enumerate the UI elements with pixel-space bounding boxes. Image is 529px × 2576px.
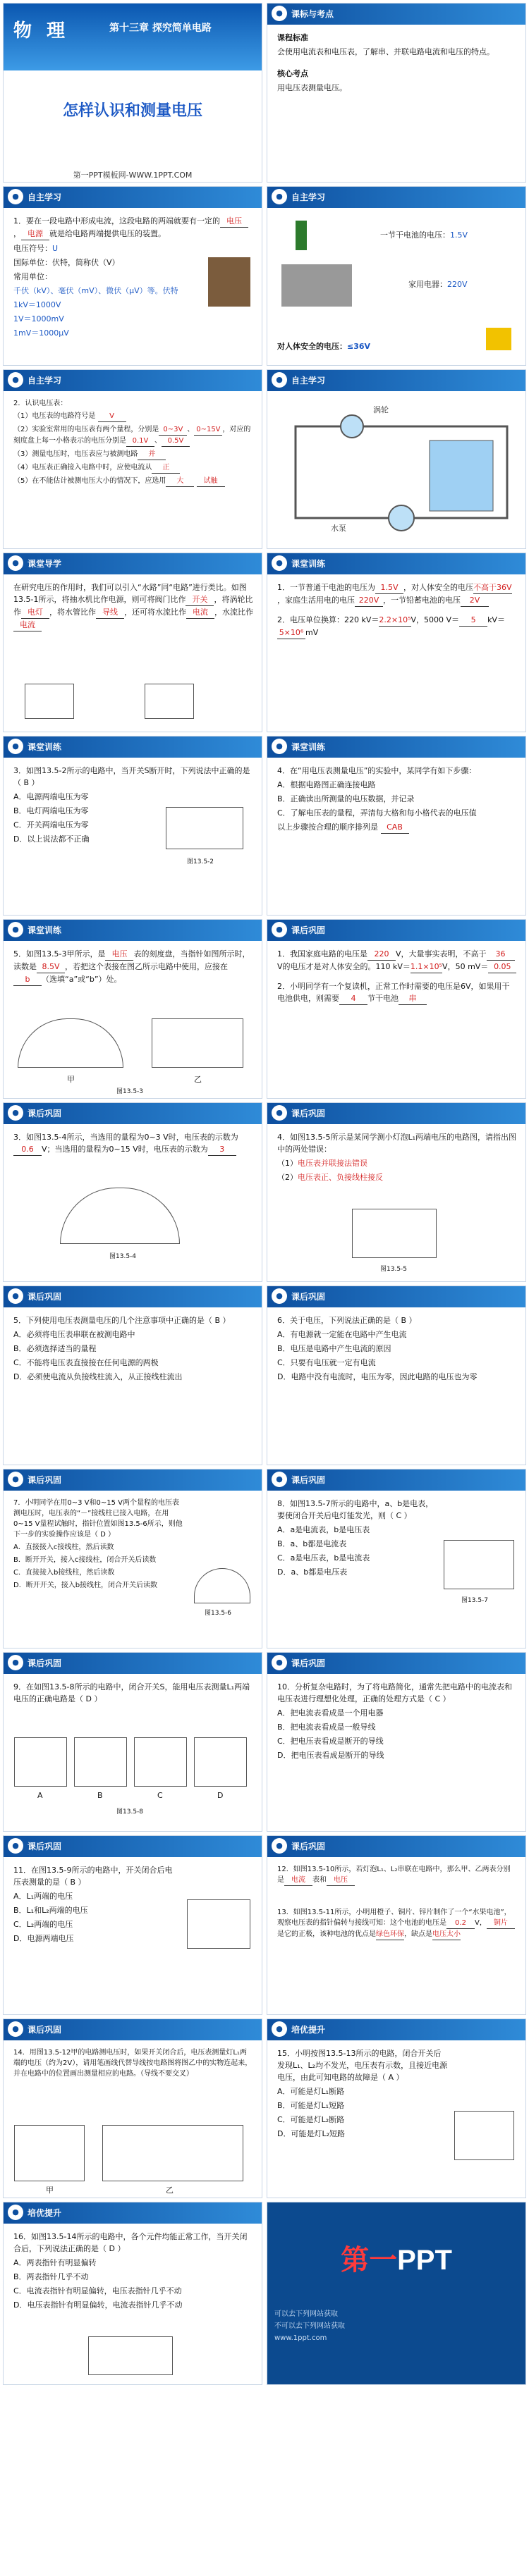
circuit-figure — [74, 1737, 127, 1787]
answer: 电源 — [21, 228, 49, 240]
slide-tag: 课后巩固 — [291, 1475, 326, 1485]
slide-tag: 课后巩固 — [28, 1109, 62, 1118]
water-circuit-diagram — [281, 398, 514, 539]
slide-icon: ● — [8, 1288, 23, 1304]
slide-icon: ● — [272, 555, 287, 571]
slide-5 — [3, 369, 262, 549]
slide-tag: 自主学习 — [28, 192, 62, 202]
slide-13 — [3, 1102, 262, 1282]
figure-label: 乙 — [194, 1075, 202, 1084]
figure-caption: 图13.5-6 — [205, 1610, 232, 1617]
slide-tag: 培优提升 — [291, 2025, 326, 2035]
slide-icon: ● — [272, 2021, 287, 2037]
slide-icon: ● — [8, 1838, 23, 1854]
slide-icon: ● — [272, 1105, 287, 1121]
text: 电压符号： — [13, 244, 52, 254]
pump-label: 水泵 — [331, 524, 346, 533]
slide-23 — [3, 2019, 262, 2198]
text: ， — [13, 229, 21, 239]
circuit-figure — [14, 2125, 85, 2181]
figure-caption: 图13.5-8 — [116, 1808, 144, 1816]
turbine-label: 涡轮 — [373, 405, 389, 414]
slide-cover — [3, 3, 262, 183]
slide-body: 11．在图13.5-9所示的电路中，开关闭合后电压表测量的是（ B ） A．L₁两端的电压 B．L₁和L₂两端的电压 C．L₂两端的电压 D．电源两端电压 — [13, 1866, 173, 1944]
voltmeter-dial — [194, 1568, 250, 1603]
answer: U — [52, 244, 59, 254]
slide-body — [277, 32, 517, 175]
circuit-figure — [134, 1737, 187, 1787]
heading: 课程标准 — [277, 33, 308, 42]
heading: 核心考点 — [277, 69, 308, 79]
circuit-figure — [88, 2336, 173, 2375]
slide-tag: 课堂训练 — [291, 742, 326, 752]
slide-body: 2．认识电压表： （1）电压表的电路符号是 V （2）实验室常用的电压表有两个量程，分别是 0~3V 、 0~15V ，对应的刻度盘上每一小格表示的电压分别是 0.1V 、 0.5V （3）测量电压时，电压表应与被测电路 并 （4）电压表正确接入电路中时，应使电流从 正 （5）在不能估计被测电压大小的情况下，应选用 大 试触 — [13, 398, 253, 541]
cover-title: 怎样认识和测量电压 — [62, 102, 202, 120]
slide-icon: ● — [272, 1288, 287, 1304]
slide-icon: ● — [272, 372, 287, 388]
slide-tag: 自主学习 — [28, 376, 62, 386]
safe-voltage: 对人体安全的电压：≤36V — [277, 342, 371, 351]
slide-15 — [3, 1286, 262, 1465]
circuit-figure — [152, 1018, 243, 1068]
slide-body: 3．如图13.5-2所示的电路中，当开关S断开时，下列说法中正确的是（ B ） A．电源两端电压为零 B．电灯两端电压为零 C．开关两端电压为零 D．以上说法都不正确 — [13, 766, 250, 844]
circuit-figure — [166, 807, 243, 849]
slide-icon: ● — [8, 739, 23, 754]
slide-icon: ● — [8, 2021, 23, 2037]
slide-17 — [3, 1469, 262, 1648]
slide-body: 5．下列使用电压表测量电压的几个注意事项中正确的是（ B ） A．必须将电压表串联在被测电路中 B．必须选择适当的量程 C．不能将电压表直接接在任何电源的两极 D．必须使电流从负接线柱流入，从正接线柱流出 — [13, 1316, 231, 1382]
text: 1kV＝1000V — [13, 300, 61, 310]
cover-site: 第一PPT模板网-WWW.1PPT.COM — [73, 171, 193, 180]
figure-caption: 图13.5-2 — [187, 858, 214, 865]
slide-icon: ● — [8, 2205, 23, 2220]
text: 1mV＝1000μV — [13, 328, 69, 338]
text: 常用单位： — [13, 272, 52, 282]
slide-tag: 课后巩固 — [28, 1292, 62, 1302]
option-label: B — [97, 1791, 103, 1800]
slide-10 — [267, 736, 526, 916]
slide-18 — [267, 1469, 526, 1648]
slide-tag: 课堂训练 — [291, 559, 326, 569]
slide-icon: ● — [8, 555, 23, 571]
slide-9 — [3, 736, 262, 916]
slide-body: 14．用图13.5-12甲的电路测电压时，如果开关闭合后，电压表测量灯L₁两端的电压（约为2V），请用笔画线代替导线按电路图将图乙中的实物连起来，并在电路中的位置画出测量相应的电路。（导线不要交叉） — [13, 2049, 253, 2078]
appliance-voltage: 家用电器：220V — [408, 280, 468, 289]
answer: 电压 — [220, 215, 248, 228]
option-label: D — [217, 1791, 224, 1800]
slide-body: 6．关于电压，下列说法正确的是（ B ） A．有电源就一定能在电路中产生电流 B．电压是电路中产生电流的原因 C．只要有电压就一定有电流 D．电路中没有电流时，电压为零，因此电路的电压也为零 — [277, 1316, 478, 1382]
text: 2．认识电压表： — [13, 400, 68, 407]
slide-21 — [3, 1835, 262, 2015]
figure-caption: 图13.5-5 — [380, 1266, 408, 1273]
slide-body: 7．小明同学在用0~3 V和0~15 V两个量程的电压表测电压时，电压表的“－”接线柱已接入电路，在用0~15 V量程试触时，指针位置如图13.5-6所示，则他下一步的实验操作应该是（ D ） A．直接接入c接线柱，然后读数 B．断开开关，接入c接线柱，闭合开关后读数 C．直接接入b接线柱，然后读数 D．断开开关，接入b接线柱，闭合开关后读数 — [13, 1499, 183, 1589]
circuit-figure — [194, 1737, 247, 1787]
slide-icon: ● — [8, 1105, 23, 1121]
slide-body: 5．如图13.5-3甲所示，是 电压 表的刻度盘，当指针如图所示时，读数是 8.5V ，若把这个表接在图乙所示电路中使用，应接在b （选填“a”或“b”）处。 — [13, 948, 253, 1091]
slide-body: 1．一节普通干电池的电压为 1.5V ，对人体安全的电压不高于36V，家庭生活用电的电压 220V ，一节铅蓄电池的电压 2V 2．电压单位换算：220 kV＝2.2×10⁵V，5000 V＝ 5 kV＝5×10⁶ mV — [277, 581, 517, 725]
circuit-figure — [14, 1737, 67, 1787]
slide-tag: 课后巩固 — [291, 1658, 326, 1668]
circuit-figure — [352, 1209, 437, 1258]
slide-25 — [3, 2202, 262, 2385]
circuit-figure — [187, 1899, 250, 1949]
slide-tag: 课堂训练 — [28, 742, 62, 752]
circuit-figure — [102, 2125, 243, 2181]
circuit-figure — [145, 684, 194, 719]
slide-body: 4．在“用电压表测量电压”的实验中，某同学有如下步骤： A．根据电路图正确连接电路 B．正确读出所测量的电压数据，并记录 C．了解电压表的量程，弄清每大格和每小格代表的电压值 以上步骤按合理的顺序排列是 CAB — [277, 765, 517, 908]
figure-caption: 图13.5-7 — [461, 1597, 489, 1604]
slide-body: 16．如图13.5-14所示的电路中，各个元件均能正常工作，当开关闭合后，下列说法正确的是（ D ） A．两表指针有明显偏转 B．两表指针几乎不动 C．电流表指针有明显偏转，电压表指针几乎不动 D．电压表指针有明显偏转，电流表指针几乎不动 — [13, 2232, 248, 2310]
battery-image — [296, 221, 307, 250]
slide-icon: ● — [272, 1472, 287, 1487]
slide-icon: ● — [272, 1655, 287, 1670]
brand-logo: 第一PPT — [341, 2245, 452, 2276]
slide-24 — [267, 2019, 526, 2198]
slide-14 — [267, 1102, 526, 1282]
slide-body: 8．如图13.5-7所示的电路中，a、b是电表，要使闭合开关后电灯能发光，则（ C ） A．a是电流表，b是电压表 B．a、b都是电流表 C．a是电压表，b是电流表 D．a、b都是电压表 — [277, 1499, 434, 1577]
slide-11 — [3, 919, 262, 1099]
text: 就是给电路两端提供电压的装置。 — [49, 229, 166, 239]
figure-label: 乙 — [166, 2186, 174, 2195]
slide-body: 15．小明按图13.5-13所示的电路，闭合开关后发现L₁、L₂均不发光，电压表有示数，且接近电源电压，由此可知电路的故障是（ A ） A．可能是灯L₁断路 B．可能是灯L₁短路 C．可能是灯L₂断路 D．可能是灯L₂短路 — [277, 2049, 448, 2139]
circuit-figure — [454, 2111, 514, 2160]
slide-tag: 课后巩固 — [28, 1475, 62, 1485]
slide-7 — [3, 553, 262, 732]
slide-16 — [267, 1286, 526, 1465]
text: 1V＝1000mV — [13, 314, 64, 324]
slide-tag: 课后巩固 — [28, 2025, 62, 2035]
cover-subject: 物 理 — [13, 20, 70, 42]
text: 国际单位：伏特，简称伏（V） — [13, 258, 120, 268]
slide-body: 9．在如图13.5-8所示的电路中，闭合开关S，能用电压表测量L₁两端电压的正确电路是（ D ） — [13, 1682, 250, 1704]
figure-label: 甲 — [46, 2186, 54, 2195]
slide-6 — [267, 369, 526, 549]
slide-icon: ● — [8, 189, 23, 204]
slide-icon: ● — [272, 922, 287, 937]
slide-tag: 课堂训练 — [28, 925, 62, 935]
slide-body: 4．如图13.5-5所示是某同学测小灯泡L₁两端电压的电路图，请指出图中的两处错误： （1）电压表并联接法错误 （2）电压表正、负接线柱接反 — [277, 1133, 516, 1183]
portrait-image — [208, 257, 250, 307]
cover-chapter: 第十三章 探究简单电路 — [109, 23, 212, 34]
slide-tag: 课堂导学 — [28, 559, 62, 569]
slide-icon: ● — [8, 1655, 23, 1670]
slide-body: 1．我国家庭电路的电压是 220 V，大量事实表明，不高于 36V的电压才是对人体安全的。110 kV＝1.1×10⁵V，50 mV＝ 0.05 2．小明同学有一个复读机，正常工作时需要的电压是6V，如果用干电池供电，则需要 4 节干电池 串 — [277, 948, 517, 1091]
slide-20 — [267, 1652, 526, 1832]
slide-8 — [267, 553, 526, 732]
slide-icon: ● — [272, 1838, 287, 1854]
slide-icon: ● — [8, 922, 23, 937]
slide-tag: 培优提升 — [28, 2208, 62, 2218]
slide-2 — [267, 3, 526, 183]
slide-3 — [3, 186, 262, 366]
battery-voltage: 一节干电池的电压：1.5V — [380, 230, 468, 240]
slide-22 — [267, 1835, 526, 2015]
slide-body: 3．如图13.5-4所示，当选用的量程为0~3 V时，电压表的示数为0.6 V；当选用的量程为0~15 V时，电压表的示数为 3 — [13, 1131, 253, 1274]
pump-icon — [389, 505, 414, 531]
text: 1．要在一段电路中形成电流，这段电路的两端就要有一定的 — [13, 216, 220, 226]
text: 会使用电流表和电压表，了解串、并联电路电流和电压的特点。 — [277, 47, 494, 57]
slide-body: 12．如图13.5-10所示，若灯泡L₁、L₂串联在电路中，那么甲、乙两表分别是 电流 表和 电压 13．如图13.5-11所示，小明用橙子、铜片、锌片制作了一个“水果电池”，观察电压表的指针偏转与接线可知：这个电池的电压是 0.2 V， 铜片是它的正极，该种电池的优点是绿色环保，缺点是电压太小 — [277, 1864, 517, 2007]
slide-brand — [267, 2202, 526, 2385]
circuit-figure — [444, 1540, 514, 1589]
slide-tag: 课后巩固 — [28, 1842, 62, 1851]
slide-tag: 课后巩固 — [291, 1292, 326, 1302]
slide-icon: ● — [272, 739, 287, 754]
slide-tag: 课后巩固 — [291, 925, 326, 935]
slide-body: 10．分析复杂电路时，为了将电路简化，通常先把电路中的电流表和电压表进行理想化处理，正确的处理方式是（ C ） A．把电流表看成是一个用电器 B．把电流表看成是一般导线 C．把电压表看成是断开的导线 D．把电压表看成是断开的导线 — [277, 1682, 512, 1761]
slide-icon: ● — [272, 6, 287, 21]
option-label: A — [37, 1791, 43, 1800]
slide-tag: 课标与考点 — [291, 9, 334, 19]
appliance-image — [281, 264, 352, 307]
text: 千伏（kV）、毫伏（mV）、微伏（μV）等。伏特 — [13, 286, 178, 296]
slide-tag: 自主学习 — [291, 376, 326, 386]
text: 用电压表测量电压。 — [277, 83, 347, 93]
slide-body: 在研究电压的作用时，我们可以引入“水路”同“电路”进行类比。如图13.5-1所示，将抽水机比作电源，则可将阀门比作 开关 ，将涡轮比作 电灯 ，将水管比作 导线 ，还可将水流比作 电流 ，水流比作电流 — [13, 581, 253, 725]
option-label: C — [157, 1791, 163, 1800]
slide-12 — [267, 919, 526, 1099]
slide-tag: 课后巩固 — [28, 1658, 62, 1668]
figure-label: 甲 — [67, 1075, 75, 1084]
slide-4 — [267, 186, 526, 366]
slide-19 — [3, 1652, 262, 1832]
circuit-figure — [25, 684, 74, 719]
slide-tag: 课后巩固 — [291, 1842, 326, 1851]
slide-tag: 课后巩固 — [291, 1109, 326, 1118]
slide-icon: ● — [272, 189, 287, 204]
brand-footer: 可以去下列网站获取 不可以去下列网站获取 www.1ppt.com — [274, 2310, 345, 2342]
figure-caption: 图13.5-4 — [109, 1253, 137, 1260]
slide-icon: ● — [8, 372, 23, 388]
slide-icon: ● — [8, 1472, 23, 1487]
warning-icon — [486, 328, 511, 350]
slide-tag: 自主学习 — [291, 192, 326, 202]
figure-caption: 图13.5-3 — [116, 1088, 144, 1095]
turbine-icon — [341, 415, 363, 438]
